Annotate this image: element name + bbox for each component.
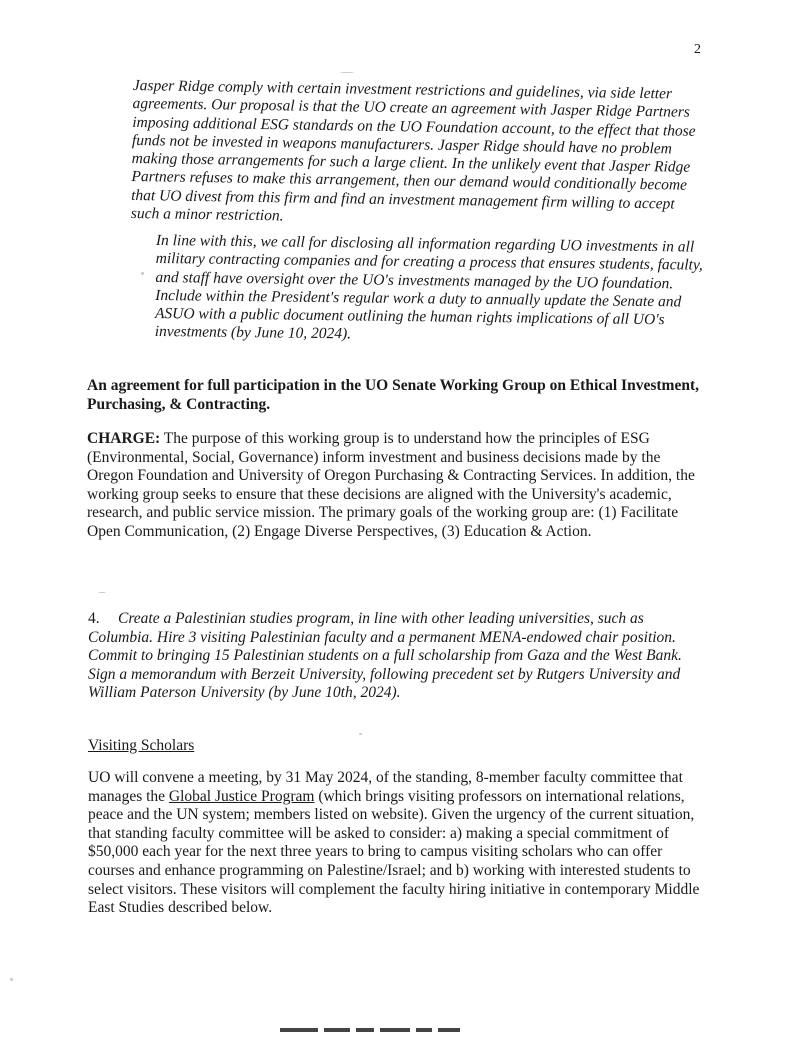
working-group-heading: An agreement for full participation in the UO Senate Working Group on Ethical Investment, Purchasing, & Contracting. — [87, 377, 699, 413]
intro-paragraph: Jasper Ridge comply with certain investment restrictions and guidelines, via side letter agreements. Our proposal is that the UO create an agreement with Jasper Ridge Partners imposing additional ESG standards on the UO Foundation account, to the effect that those funds not be invested in weapons manufacturers. Jasper Ridge should have no problem making those arrangements for such a large client. In the unlikely event that Jasper Ridge Partners refuses to make this arrangement, then our demand would conditionally become that UO divest from this firm and find an investment management firm willing to accept such a minor restriction. — [130, 77, 696, 225]
scan-speck — [141, 272, 144, 275]
item-4 — [88, 610, 704, 703]
item-4-text: Create a Palestinian studies program, in line with other leading universities, such as Columbia. Hire 3 visiting Palestinian faculty and a permanent MENA-endowed chair position. Commit to bringing 15 Palestinian students on a full scholarship from Gaza and the West Bank. Sign a memorandum with Berzeit University, following precedent set by Rutgers University and William Paterson University (by June 10th, 2024). — [88, 610, 682, 701]
charge-label: CHARGE: — [87, 430, 161, 447]
scan-speck — [359, 733, 362, 735]
charge-text: The purpose of this working group is to understand how the principles of ESG (Environmental, Social, Governance) inform investment and business decisions made by the Oregon Foundation and University of Oregon Purchasing & Contracting Services. In addition, the working group seeks to ensure that these decisions are aligned with the University's academic, research, and public service mission. The primary goals of the working group are: (1) Facilitate Open Communication, (2) Engage Diverse Perspectives, (3) Education & Action. — [87, 430, 695, 540]
scan-speck — [340, 72, 354, 73]
visiting-scholars-heading: Visiting Scholars — [88, 737, 195, 754]
visiting-scholars-text-2: (which brings visiting professors on international relations, peace and the UN system; members listed on website). Given the urgency of the current situation, that standing faculty committee will be asked to consider: a) making a special commitment of $50,000 each year for the next three years to bring to campus visiting scholars who can offer courses and enhance programming on Palestine/Israel; and b) working with interested students to select visitors. These visitors will complement the faculty hiring initiative in contemporary Middle East Studies described below. — [88, 787, 700, 917]
scan-speck — [10, 978, 13, 981]
visiting-scholars-paragraph — [88, 769, 706, 918]
bottom-scan-marks — [280, 1028, 520, 1035]
scan-speck — [98, 592, 106, 593]
item-4-number: 4. — [88, 610, 100, 627]
visiting-scholars-text-1: UO will convene a meeting, by 31 May 2024, of the standing, 8-member faculty committee that manages the — [88, 769, 683, 805]
demand-paragraph: In line with this, we call for disclosing all information regarding UO investments in all military contracting companies and for creating a process that ensures students, faculty, and staff have oversight over the UO's investments managed by the UO foundation. Include within the President's regular work a duty to annually update the Senate and ASUO with a public document outlining the human rights implications of all UO's investments (by June 10, 2024). — [154, 232, 703, 343]
global-justice-program-link[interactable]: Global Justice Program — [168, 787, 315, 805]
charge-paragraph — [87, 430, 709, 541]
page-number: 2 — [694, 42, 701, 57]
